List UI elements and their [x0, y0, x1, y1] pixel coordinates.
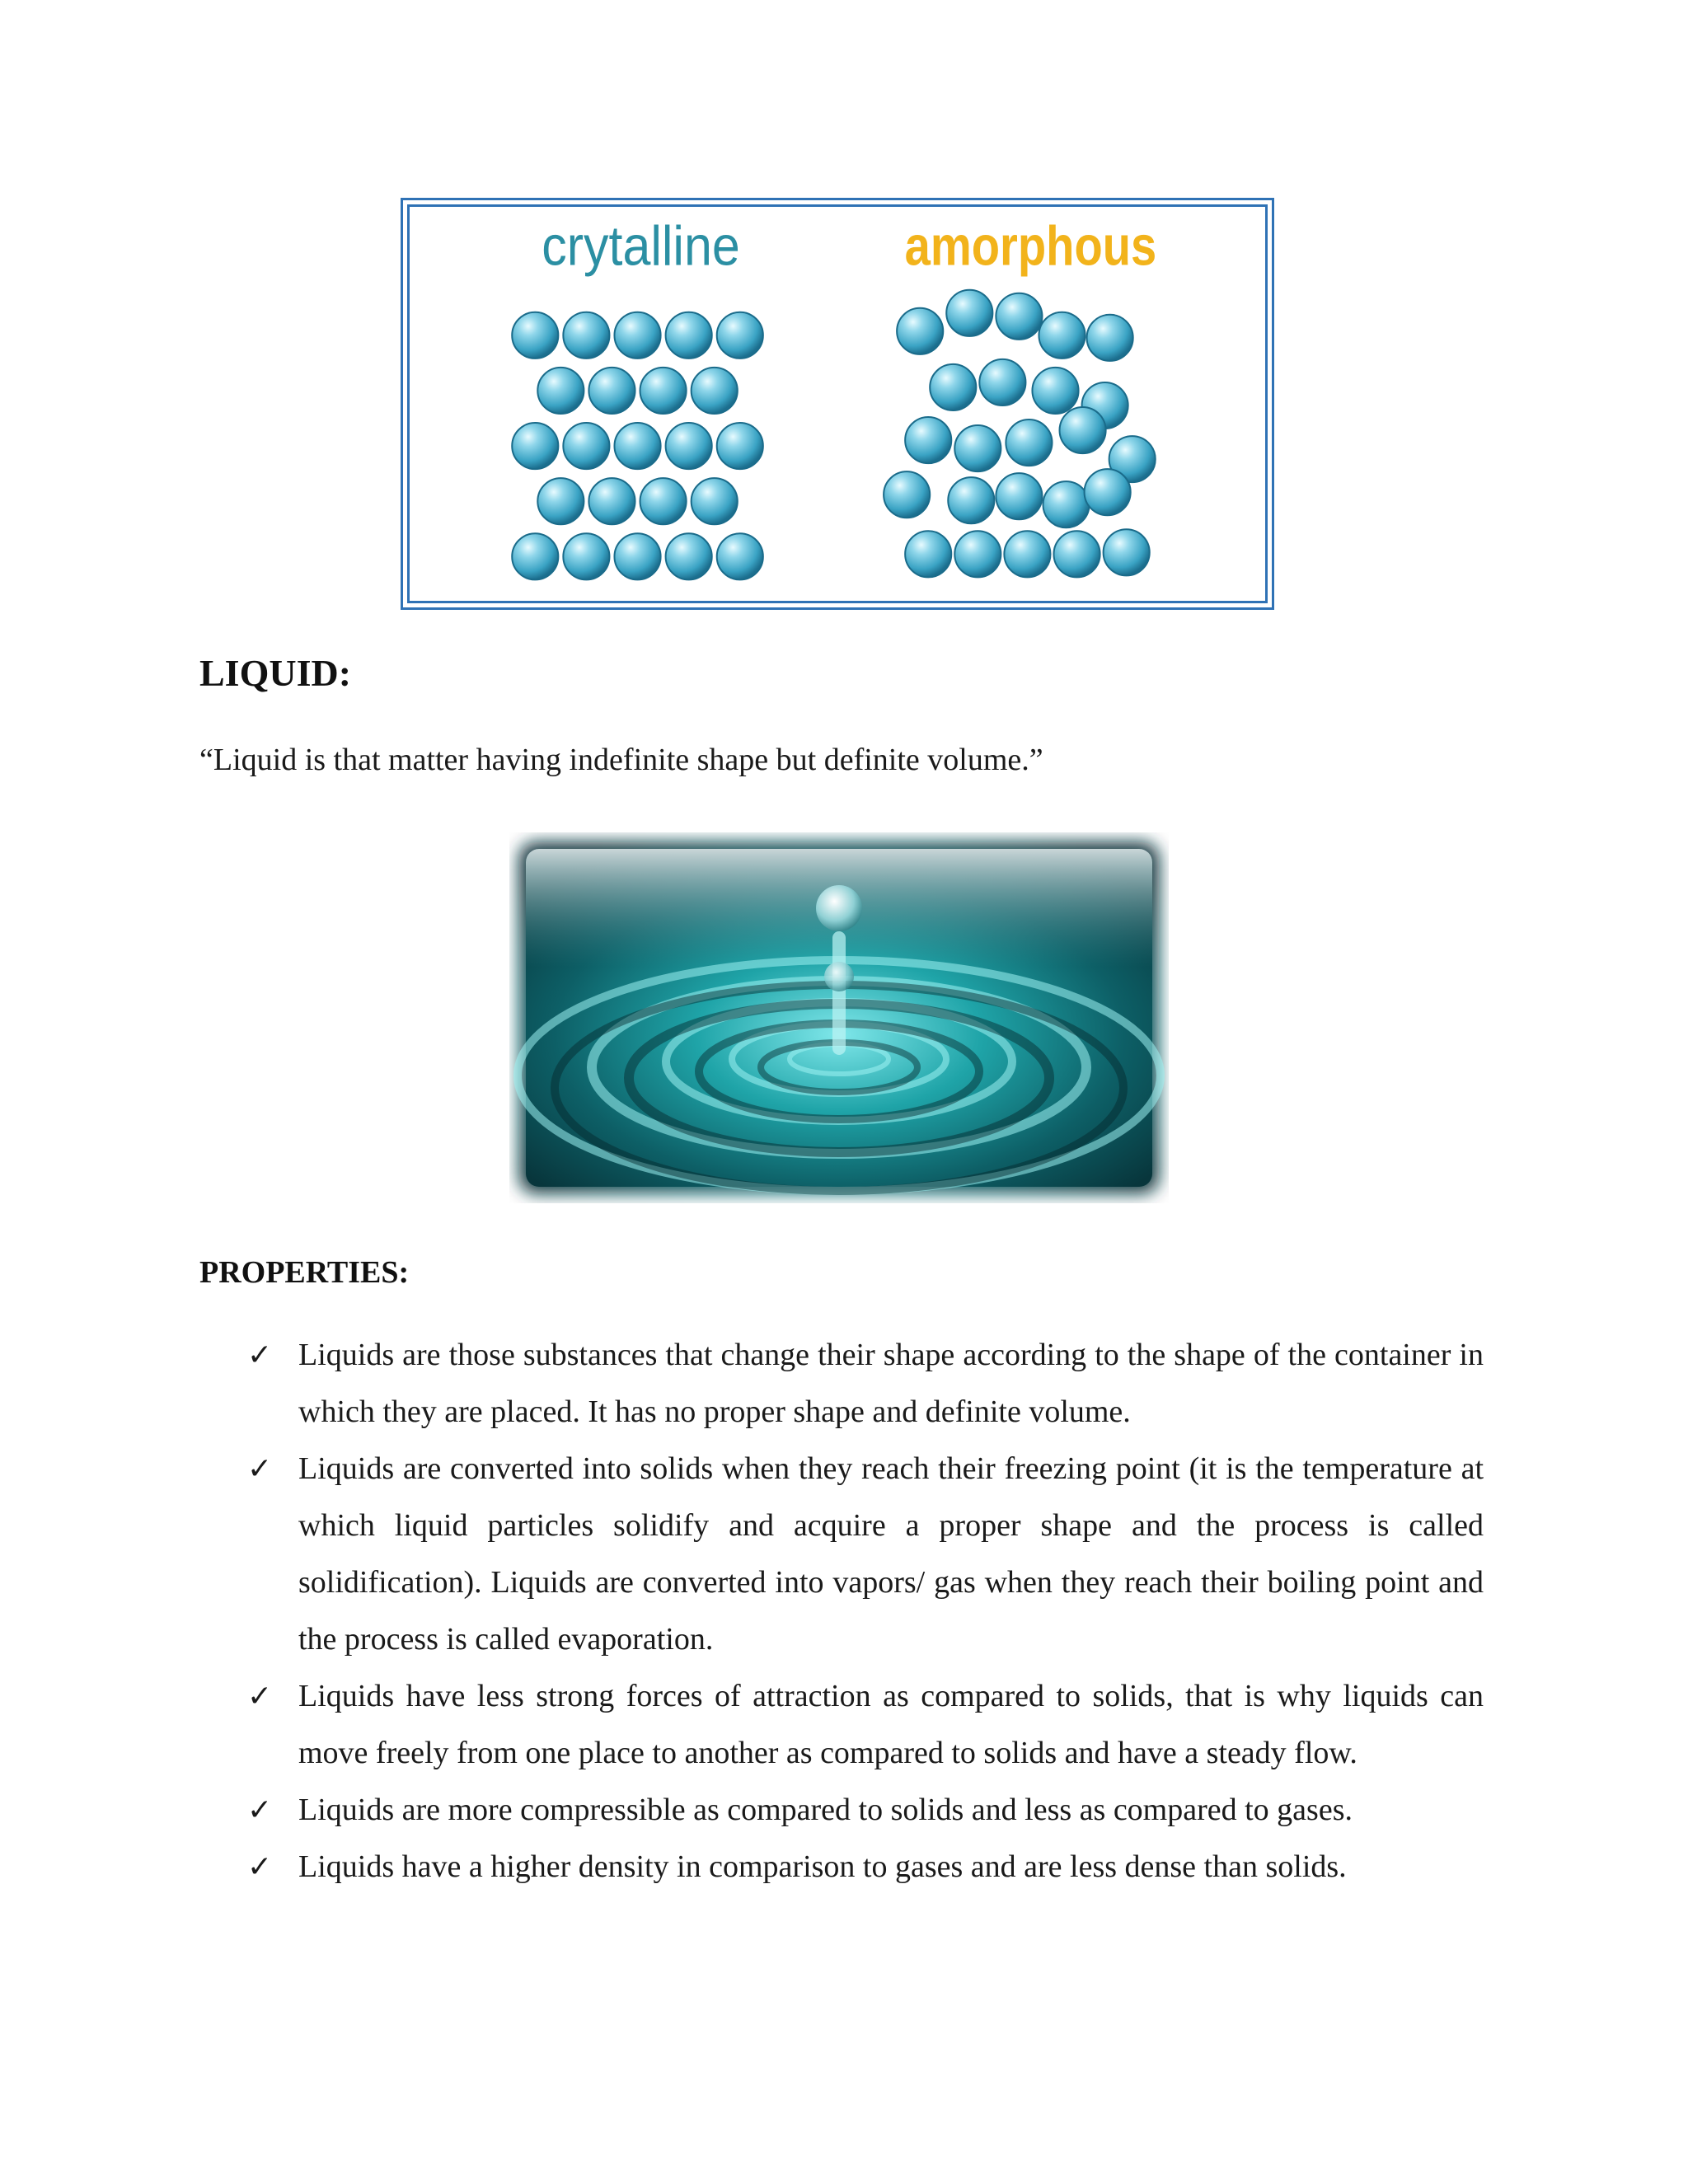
particle-sphere: [1004, 531, 1050, 577]
particle-sphere: [1085, 469, 1131, 515]
particle-sphere: [1039, 312, 1085, 359]
water-drop-image: [509, 832, 1169, 1203]
particle-sphere: [1087, 315, 1133, 361]
particle-sphere: [512, 423, 558, 469]
property-item-3: [247, 1668, 1484, 1782]
particle-sphere: [692, 368, 738, 414]
water-drop-ripple-image: [509, 832, 1169, 1203]
figure-inner-border: [407, 204, 1268, 603]
checkmark-icon: ✓: [247, 1452, 273, 1486]
particle-sphere: [954, 531, 1001, 577]
particle-sphere: [563, 533, 609, 579]
particle-sphere: [948, 477, 994, 523]
particle-sphere: [588, 368, 635, 414]
liquid-definition: “Liquid is that matter having indefinite shape but definite volume.”: [199, 743, 1043, 777]
particle-sphere: [905, 417, 951, 463]
particle-sphere: [1054, 531, 1100, 577]
particle-sphere: [563, 423, 609, 469]
particle-sphere: [1060, 407, 1106, 453]
property-item-1: [247, 1327, 1484, 1441]
particle-sphere: [614, 312, 660, 359]
particle-sphere: [588, 478, 635, 524]
particle-arrangement-diagram: [410, 207, 1265, 601]
particle-sphere: [512, 312, 558, 359]
checkmark-icon: ✓: [247, 1850, 273, 1884]
property-item-2: [247, 1441, 1484, 1668]
particle-sphere: [640, 478, 687, 524]
particle-sphere: [666, 423, 712, 469]
property-item-4: [247, 1782, 1484, 1839]
property-text: Liquids have less strong forces of attraction as compared to solids, that is why liquids can move freely from one place to another as compared to solids and have a steady flow.: [298, 1679, 1484, 1770]
liquid-heading: LIQUID:: [199, 652, 352, 694]
particle-sphere: [1006, 419, 1052, 466]
particle-sphere: [979, 359, 1025, 405]
property-text: Liquids have a higher density in comparison to gases and are less dense than solids.: [298, 1849, 1347, 1884]
checkmark-icon: ✓: [247, 1793, 273, 1827]
particle-sphere: [512, 533, 558, 579]
particle-sphere: [537, 478, 584, 524]
particle-sphere: [996, 293, 1042, 340]
particle-sphere: [666, 312, 712, 359]
particle-sphere: [1104, 529, 1150, 575]
particle-sphere: [563, 312, 609, 359]
particle-sphere: [954, 425, 1001, 471]
properties-heading: PROPERTIES:: [199, 1255, 410, 1290]
property-list: [247, 1327, 1484, 1896]
particle-sphere: [717, 533, 763, 579]
particle-sphere: [614, 533, 660, 579]
particle-sphere: [884, 471, 930, 518]
particle-sphere: [717, 423, 763, 469]
property-text: Liquids are converted into solids when they reach their freezing point (it is the temperature at which liquid particles solidify and acquire a proper shape and the process is called solidification). Liquids are converted into vapors/ gas when they reach their boiling point and the process is called evaporation.: [298, 1451, 1484, 1657]
particle-sphere: [946, 290, 992, 336]
particle-sphere: [1032, 368, 1078, 414]
crystalline-label: crytalline: [542, 214, 740, 278]
particle-sphere: [905, 531, 951, 577]
particle-sphere: [537, 368, 584, 414]
particle-sphere: [692, 478, 738, 524]
particle-sphere: [930, 364, 976, 410]
checkmark-icon: ✓: [247, 1680, 273, 1713]
property-text: Liquids are more compressible as compared to solids and less as compared to gases.: [298, 1793, 1353, 1827]
property-text: Liquids are those substances that change their shape according to the shape of the container in which they are placed. It has no proper shape and definite volume.: [298, 1338, 1484, 1429]
crystalline-spheres: [512, 312, 763, 580]
particle-sphere: [717, 312, 763, 359]
particle-sphere: [1043, 481, 1089, 527]
amorphous-spheres: [884, 290, 1156, 578]
particle-sphere: [614, 423, 660, 469]
particle-sphere: [996, 473, 1042, 519]
crystalline-amorphous-figure: [401, 198, 1274, 610]
particle-sphere: [897, 308, 943, 354]
particle-sphere: [666, 533, 712, 579]
checkmark-icon: ✓: [247, 1338, 273, 1372]
particle-sphere: [640, 368, 687, 414]
amorphous-label: amorphous: [904, 214, 1157, 278]
property-item-5: [247, 1839, 1484, 1896]
